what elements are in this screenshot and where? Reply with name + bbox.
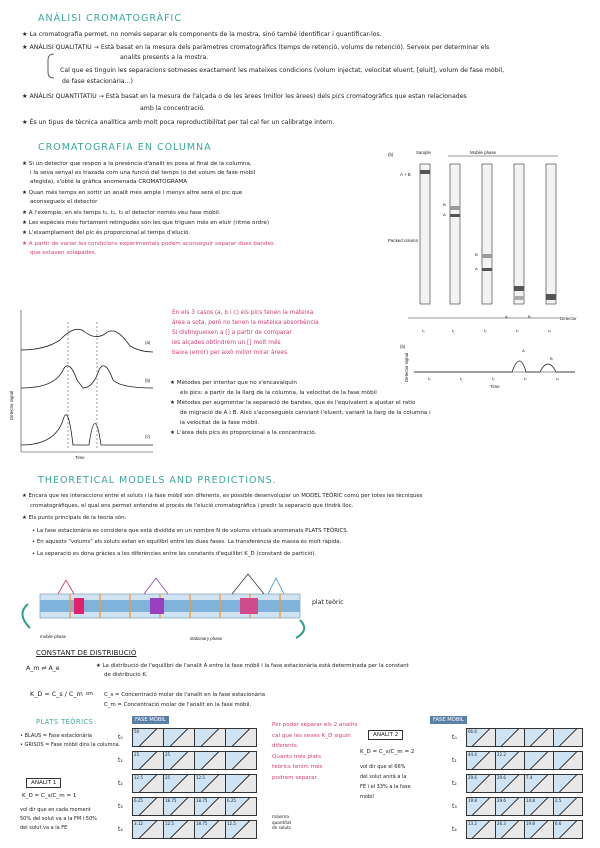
peak-label: A bbox=[522, 348, 525, 353]
plate-value: 12.5 bbox=[227, 821, 236, 826]
plate-cell bbox=[495, 751, 525, 770]
band bbox=[450, 206, 460, 210]
y-axis-label: Detector signal bbox=[9, 390, 14, 420]
band-label: B bbox=[443, 202, 446, 207]
text-line: amb la concentració. bbox=[140, 105, 205, 112]
section-title-chromatographic-analysis: ANÀLISI CROMATOGRÀFIC bbox=[38, 13, 182, 24]
plate-value: 25 bbox=[165, 775, 171, 780]
text-line: 50% del solut va a la FM i 50% bbox=[20, 816, 97, 822]
plate-row bbox=[452, 749, 586, 772]
theoretical-plate-diagram bbox=[10, 584, 310, 644]
text-line: diferents. bbox=[272, 743, 299, 749]
plate-cell bbox=[225, 797, 257, 816]
plate-cell bbox=[553, 751, 583, 770]
plate-cell bbox=[495, 820, 525, 839]
plate-value: 13.2 bbox=[468, 821, 477, 826]
text-line: mòbil bbox=[360, 794, 374, 800]
text-line: teòrics tenim més bbox=[272, 764, 323, 770]
plate-value: 12.5 bbox=[134, 775, 143, 780]
text-line: de migració de A i B. Això s'aconsegueix canviant l'eluent, variant la llarg de la columna i bbox=[180, 410, 431, 416]
text-line: ★ Mètodes per intentar que no s'encavalquin bbox=[170, 380, 297, 386]
plate-value: 2.5 bbox=[555, 798, 562, 803]
text-line: ★ És un tipus de tècnica analítica amb molt poca reproductibilitat per tal cal fer un calibratge intern. bbox=[22, 119, 335, 126]
text-line: la velocitat de la fase mòbil. bbox=[180, 420, 260, 426]
time-tick: t₂ bbox=[484, 328, 487, 333]
plate-cell bbox=[163, 820, 195, 839]
time-tick: t₄ bbox=[556, 376, 559, 381]
text-line: Quants més plats bbox=[272, 753, 322, 760]
plate-value: 25 bbox=[165, 752, 171, 757]
column-t2 bbox=[482, 164, 492, 304]
text-line: • GRISOS = Fase mòbil dins la columna. bbox=[20, 742, 121, 748]
chromatogram-curve bbox=[414, 361, 575, 372]
text-line: ★ La cromatografia permet, no només separar els components de la mostra, sinó també identificar i quantificar-los. bbox=[22, 31, 382, 38]
plate-cell bbox=[194, 728, 226, 747]
time-tick: t₂ bbox=[492, 376, 495, 381]
text-line: ★ A partir de variar les condicions experimentals podem aconseguir separar dues bandes bbox=[22, 241, 274, 247]
section-title-distribution-constant: CONSTANT DE DISTRIBUCIÓ bbox=[36, 648, 137, 657]
band bbox=[514, 286, 524, 291]
plate-cell bbox=[194, 820, 226, 839]
plate-row bbox=[452, 772, 586, 795]
flow-arrow-icon bbox=[296, 620, 304, 638]
text-line: C_m = Concentració molar de l'analit en la fase mòbil. bbox=[104, 702, 252, 708]
plate-value: 6.25 bbox=[227, 798, 236, 803]
text-line: àrea a sota, però no tenen la mateixa absorbència bbox=[172, 320, 319, 326]
plate-cell bbox=[466, 797, 496, 816]
plate-row bbox=[452, 795, 586, 818]
solute-band bbox=[74, 598, 84, 614]
plate-cell bbox=[132, 728, 164, 747]
y-axis-label: Detector signal bbox=[404, 352, 409, 382]
column-t1 bbox=[450, 164, 460, 304]
x-axis-label: Time bbox=[490, 384, 500, 389]
plate-value: 29.6 bbox=[497, 798, 506, 803]
time-tick: t₀ bbox=[428, 376, 431, 381]
plate-row bbox=[452, 726, 586, 749]
text-line: els pics: a partir de la llarg de la columna, la velocitat de la fase mòbil bbox=[180, 390, 377, 396]
plate-cell bbox=[553, 728, 583, 747]
text-line: ★ Encara que les interaccions entre el soluts i la fase mòbil són diferents, es possible desenvolupar un MODEL TEÒRIC comú per totes les tècniques bbox=[22, 493, 423, 499]
plate-cell bbox=[163, 728, 195, 747]
plate-value: 25 bbox=[134, 752, 140, 757]
plate-cell bbox=[163, 797, 195, 816]
band-label: B bbox=[475, 252, 478, 257]
peak-curve-c bbox=[21, 415, 153, 445]
text-line: • La fase estacionària es considera que està dividida en un nombre N de volums virtuals anomenats PLATS TEÒRICS. bbox=[32, 527, 349, 534]
text-line: que estaven solapades. bbox=[30, 250, 97, 256]
plate-cell bbox=[495, 774, 525, 793]
plate-cell bbox=[466, 728, 496, 747]
plate-value: 18.75 bbox=[165, 798, 177, 803]
plate-table-left bbox=[118, 726, 268, 841]
time-tick: t₃ bbox=[516, 328, 519, 333]
plate-value: 6.25 bbox=[134, 798, 143, 803]
plate-cell bbox=[466, 820, 496, 839]
plate-cell bbox=[524, 728, 554, 747]
band-label: A bbox=[505, 314, 508, 319]
mobile-phase-tag: FASE MÒBIL bbox=[132, 716, 169, 724]
separation-note bbox=[272, 720, 358, 783]
definitions bbox=[104, 690, 265, 710]
plate-cell bbox=[194, 797, 226, 816]
plate-cell bbox=[194, 751, 226, 770]
plate-cell bbox=[524, 774, 554, 793]
peak-curve-b bbox=[21, 366, 153, 388]
section-title-theoretical-models: THEORETICAL MODELS AND PREDICTIONS. bbox=[38, 475, 277, 486]
column-t4 bbox=[546, 164, 556, 304]
text-line: ★ L'eixamplament del pic és proporcional al temps d'elució. bbox=[22, 230, 191, 236]
text-line: analits presents a la mostra. bbox=[120, 54, 209, 61]
text-line: ★ La distribució de l'equilibri de l'analit A entre la fase mòbil i la fase estacionària està determinada per la constant bbox=[96, 663, 409, 669]
plate-cell bbox=[225, 820, 257, 839]
kd-formula: K_D = C_s / C_m bbox=[30, 690, 83, 698]
text-line: Cal que es tinguin les separacions sotmeses exactament les mateixes condicions (volum injectat, velocitat eluent, [eluit], volum de fase mòbil, bbox=[60, 67, 505, 74]
plate-cell bbox=[553, 774, 583, 793]
time-label: t₄ bbox=[118, 826, 123, 833]
text-line: ★ Si un detector que respon a la presència d'analit es posa al final de la columna, bbox=[22, 161, 252, 167]
plate-cell bbox=[466, 751, 496, 770]
plate-cell bbox=[132, 820, 164, 839]
text-line: les alçades obtindrem un [] molt més bbox=[172, 340, 281, 346]
plate-value: 18.75 bbox=[196, 798, 208, 803]
time-label: t₀ bbox=[452, 734, 457, 741]
plate-value: 12.5 bbox=[165, 821, 174, 826]
text-line: baixa (error) per això millor mirar àrees. bbox=[172, 350, 289, 356]
plate-value: 50 bbox=[134, 729, 140, 734]
plate-value: 12.5 bbox=[196, 775, 205, 780]
packed-column-label: Packed column bbox=[388, 238, 419, 243]
text-line: ★ Quan més temps en sortir un analit més ample i menys altre serà el pic que bbox=[22, 190, 243, 196]
column-diagram bbox=[388, 146, 578, 336]
mobile-phase-tag: FASE MÒBIL bbox=[430, 716, 467, 724]
plate-value: 22.2 bbox=[497, 752, 506, 757]
time-label: t₁ bbox=[118, 757, 123, 764]
time-tick: t₀ bbox=[422, 328, 425, 333]
band bbox=[450, 214, 460, 217]
plate-value: 7.4 bbox=[526, 775, 533, 780]
plate-cell bbox=[524, 797, 554, 816]
text-line: del solut va a la FE bbox=[20, 825, 68, 831]
k1-formula: K_D = C_s/C_m = 1 bbox=[22, 793, 77, 799]
column-t0 bbox=[420, 164, 430, 304]
text-line: • La separació es dona gràcies a les diferències entre les constants d'equilibri K_D (constant de partició). bbox=[32, 550, 317, 557]
a-plus-b-label: A + B bbox=[400, 172, 411, 177]
band bbox=[420, 170, 430, 174]
analit-2-label: ANALIT 2 bbox=[368, 730, 403, 740]
time-label: t₀ bbox=[118, 734, 123, 741]
plate-cell bbox=[163, 774, 195, 793]
band-label: A bbox=[443, 212, 446, 217]
flow-arrow-icon bbox=[22, 604, 30, 628]
plate-row bbox=[452, 818, 586, 841]
plate-row bbox=[118, 726, 268, 749]
text-line: de distribució K. bbox=[104, 672, 148, 678]
equilibrium-text bbox=[96, 662, 409, 680]
band bbox=[482, 254, 492, 258]
plate-cell bbox=[225, 728, 257, 747]
text-line: aconsegueix el detector bbox=[30, 199, 98, 205]
text-line: • BLAUS = Fase estacionària bbox=[20, 733, 92, 739]
plate-value: 29.6 bbox=[468, 775, 477, 780]
text-line: podrem separar. bbox=[272, 774, 318, 781]
time-label: t₂ bbox=[118, 780, 123, 787]
plate-label: plat teòric bbox=[312, 599, 344, 606]
text-line: màxima bbox=[272, 814, 289, 819]
plate-cell bbox=[132, 751, 164, 770]
plate-value: 29.6 bbox=[497, 775, 506, 780]
text-line: • En aquests "volums" els soluts estan en equilibri entre les dues fases. La transferència de massa és molt ràpida. bbox=[32, 539, 342, 545]
text-line: Per poder separar els 2 analits bbox=[272, 722, 358, 728]
text-line: vol dir que el 66% bbox=[360, 764, 406, 770]
text-line: En els 3 casos (a, b i c) els pics tenen la mateixa bbox=[172, 310, 314, 316]
time-label: t₁ bbox=[452, 757, 457, 764]
time-tick: t₁ bbox=[460, 376, 463, 381]
text-line: ★ ANÀLISI QUANTITATIU → Està basat en la mesura de l'alçada o de les àrees (millor les àrees) dels pics cromatogràfics que estan relacionades bbox=[22, 93, 467, 100]
mobile-phase-label: mobile phase bbox=[40, 634, 67, 639]
plate-value: 19.8 bbox=[468, 798, 477, 803]
text-line: ★ L'àrea dels pics és proporcional a la concentració. bbox=[170, 430, 317, 436]
text-line: ★ A l'exemple, en els temps t₀, t₁, t₂ el detector només veu fase mòbil. bbox=[22, 210, 221, 216]
time-label: t₃ bbox=[452, 803, 457, 810]
column-t3 bbox=[514, 164, 524, 304]
plate-table-right bbox=[452, 726, 586, 841]
plate-cell bbox=[524, 820, 554, 839]
time-tick: t₄ bbox=[548, 328, 551, 333]
text-line: quantitat bbox=[272, 819, 292, 825]
curve-label: (c) bbox=[145, 434, 151, 439]
plate-cell bbox=[225, 751, 257, 770]
band-label: B bbox=[528, 314, 531, 319]
plate-cell bbox=[524, 751, 554, 770]
plate-cell bbox=[553, 820, 583, 839]
x-axis-label: Time bbox=[75, 455, 85, 460]
text-line: vol dir que en cada moment bbox=[20, 807, 91, 813]
peak-shapes-figure bbox=[5, 310, 155, 460]
peak-label: B bbox=[550, 356, 553, 361]
text-line: FE i el 33% a la fase bbox=[360, 784, 411, 790]
time-label: t₄ bbox=[452, 826, 457, 833]
equilibrium-equation: A_m ⇌ A_e bbox=[26, 665, 60, 672]
k1-text bbox=[20, 806, 97, 833]
k2-text bbox=[360, 762, 411, 802]
legend bbox=[20, 732, 120, 750]
bracket-icon bbox=[46, 54, 56, 78]
plate-value: 6.6 bbox=[555, 821, 562, 826]
time-tick: t₃ bbox=[524, 376, 527, 381]
column-text-block bbox=[22, 160, 274, 258]
plate-row bbox=[118, 818, 268, 841]
text-line: ★ Mètodes per augmentar la separació de bandes, que és l'equivalent a ajustar el ratio bbox=[170, 400, 416, 406]
plate-row bbox=[118, 772, 268, 795]
figure-label: (b) bbox=[400, 344, 406, 349]
text-line: C_s = Concentració molar de l'analit en la fase estacionària bbox=[104, 692, 266, 698]
plate-value: 44.4 bbox=[468, 752, 477, 757]
plate-cell bbox=[495, 728, 525, 747]
band-label: A bbox=[475, 266, 478, 271]
text-line: Si distingueixen a [] a partir de comparar bbox=[172, 330, 292, 336]
plate-cell bbox=[225, 774, 257, 793]
time-tick: t₁ bbox=[452, 328, 455, 333]
plate-cell bbox=[132, 774, 164, 793]
text-line: ★ Les espècies més fortament retingudes són les que triguen més en eluir (ritme ordre) bbox=[22, 220, 270, 226]
plate-value: 3.12 bbox=[134, 821, 143, 826]
plate-cell bbox=[132, 797, 164, 816]
separation-methods bbox=[170, 378, 431, 438]
band bbox=[482, 268, 492, 271]
plate-cell bbox=[466, 774, 496, 793]
plate-value: 66.6 bbox=[468, 729, 477, 734]
plate-value: 19.8 bbox=[526, 821, 535, 826]
detector-label: Detector bbox=[560, 316, 577, 321]
solute-band bbox=[150, 598, 164, 614]
curve-label: (a) bbox=[145, 340, 151, 345]
mobile-phase-label: Mobile phase bbox=[470, 150, 497, 155]
figure-label: (b) bbox=[388, 152, 394, 157]
section-title-column-chromatography: CROMATOGRAFIA EN COLUMNA bbox=[38, 142, 212, 153]
on-label: on bbox=[86, 691, 93, 697]
k2-formula: K_D = C_s/C_m = 2 bbox=[360, 749, 415, 755]
plate-value: 26.3 bbox=[497, 821, 506, 826]
plate-cell bbox=[495, 797, 525, 816]
text-line: cromatogràfiques, el qual ens permet entendre el procés de l'elució cromatogràfica i predir la separació que tindrà lloc. bbox=[30, 502, 354, 509]
text-line: cal que les seves K_D siguin bbox=[272, 732, 351, 739]
plate-row bbox=[118, 795, 268, 818]
plate-cell bbox=[553, 797, 583, 816]
analit-1-label: ANALIT 1 bbox=[26, 778, 61, 788]
text-line: i la seva senyal es trazada com una funció del temps (o del volum de fase mòbil bbox=[30, 170, 256, 176]
peak-curve-a bbox=[21, 329, 153, 352]
time-label: t₃ bbox=[118, 803, 123, 810]
text-line: de fase estacionària...) bbox=[62, 78, 133, 85]
band bbox=[514, 296, 524, 300]
pink-note bbox=[172, 308, 319, 358]
text-line: ★ Els punts principals de la teoria són: bbox=[22, 515, 127, 521]
plate-row bbox=[118, 749, 268, 772]
text-line: de soluts bbox=[272, 825, 291, 830]
stationary-phase-label: stationary phase bbox=[190, 636, 223, 641]
plate-value: 14.8 bbox=[526, 798, 535, 803]
text-line: ★ ANÀLISI QUALITATIU → Està basat en la mesura dels paràmetres cromatogràfics (temps de retenció, volums de retenció). Serveix per determinar els bbox=[22, 44, 490, 51]
section-title-theoretical-plates: PLATS TEÒRICS bbox=[36, 718, 94, 726]
plate-cell bbox=[163, 751, 195, 770]
text-line: del solut anirà a la bbox=[360, 774, 407, 780]
solute-band bbox=[240, 598, 258, 614]
text-line: afegida), s'obté la gràfica anomenada CROMATOGRAMA bbox=[30, 179, 188, 185]
band bbox=[546, 294, 556, 300]
curve-label: (b) bbox=[145, 378, 151, 383]
max-solute-note bbox=[272, 814, 291, 831]
plate-cell bbox=[194, 774, 226, 793]
sample-label: Sample bbox=[416, 150, 431, 155]
theory-text-block bbox=[22, 492, 422, 559]
time-label: t₂ bbox=[452, 780, 457, 787]
plate-value: 18.75 bbox=[196, 821, 208, 826]
